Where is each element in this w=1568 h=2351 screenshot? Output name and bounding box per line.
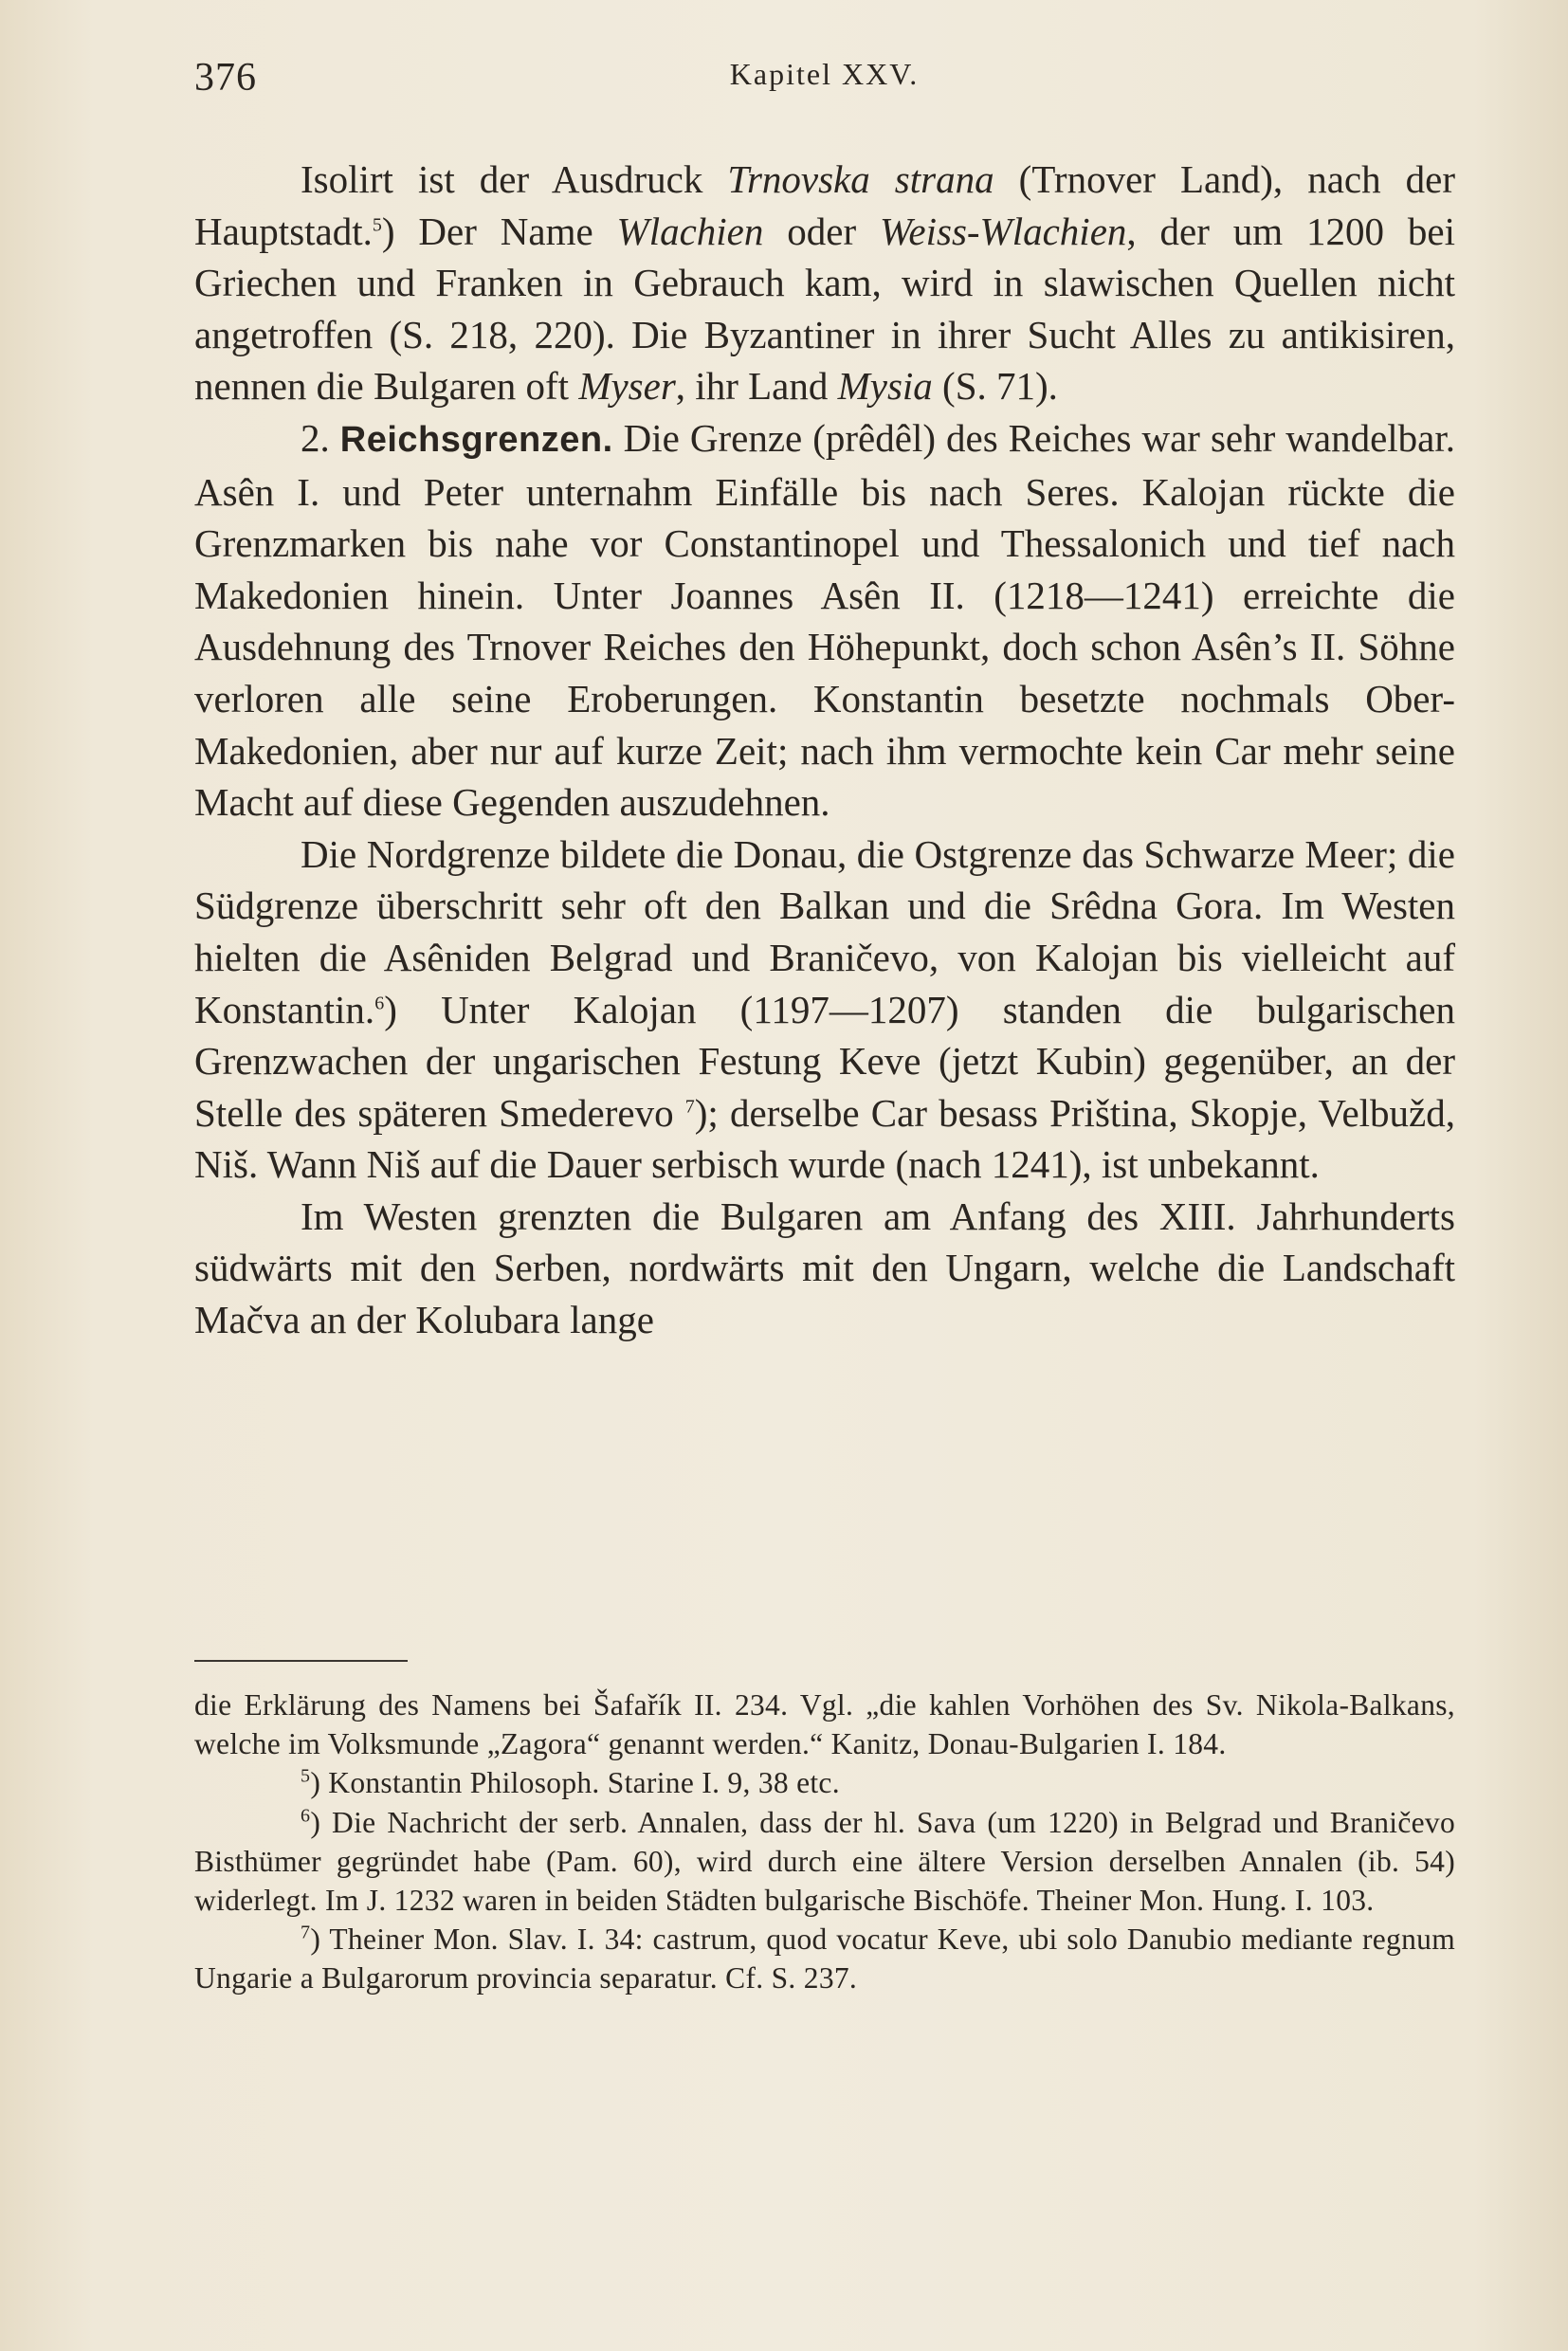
footnote-text: ) Theiner Mon. Slav. I. 34: castrum, quod vocatur Keve, ubi solo Danubio mediante regnum Ungarie a Bulgarorum provincia separatur. Cf. S. 237.: [194, 1923, 1455, 1996]
footnote-text: ) Konstantin Philosoph. Starine I. 9, 38 etc.: [310, 1766, 840, 1800]
running-head: Kapitel XXV.: [729, 57, 920, 91]
text-run: (Trnover Land), nach der Hauptstadt.: [194, 157, 1456, 253]
footnote-divider: [194, 1660, 408, 1662]
page-number: 376: [194, 56, 257, 100]
italic-term: Myser: [578, 364, 676, 409]
italic-term: Trnovska strana: [727, 157, 994, 201]
section-number: 2.: [301, 415, 340, 460]
footnote-5: [194, 1763, 1455, 1802]
paragraph-4: Im Westen grenzten die Bulgaren am Anfang des XIII. Jahrhunderts südwärts mit den Serben, nordwärts mit den Ungarn, welche die Landschaft Mačva an der Kolubara lange: [194, 1194, 1455, 1342]
page-header: [194, 47, 1454, 104]
footnote-mark: 5: [301, 1765, 311, 1787]
italic-term: Weiss-Wlachien: [880, 209, 1127, 253]
footnote-ref: 5: [372, 213, 382, 235]
text-run: oder: [763, 209, 881, 253]
text-run: Die Nordgrenze bildete die Donau, die Ostgrenze das Schwarze Meer; die Südgrenze überschritt sehr oft den Balkan und die Srêdna Gora. Im Westen hielten die Asêniden Belgrad und Braničevo, von Kalojan bis vielleicht auf Konstantin.: [194, 831, 1455, 1031]
main-text: [194, 154, 1455, 1346]
text-run: ) Der Name: [381, 209, 617, 253]
footnote-6: [194, 1803, 1455, 1921]
text-run: ); derselbe Car besass Priština, Skopje, Velbužd, Niš. Wann Niš auf die Dauer serbisch wurde (nach 1241), ist unbekannt.: [194, 1090, 1455, 1187]
footnote-ref: 7: [684, 1096, 695, 1118]
footnote-continued: die Erklärung des Namens bei Šafařík II. 234. Vgl. „die kahlen Vorhöhen des Sv. Nikola-Balkans, welche im Volksmunde „Zagora“ genannt werden.“ Kanitz, Donau-Bulgarien I. 184.: [194, 1688, 1455, 1761]
footnote-mark: 7: [301, 1922, 311, 1943]
italic-term: Wlachien: [616, 209, 764, 253]
footnote-mark: 6: [301, 1805, 311, 1827]
footnotes: [194, 1686, 1455, 1998]
text-run: (S. 71).: [932, 364, 1058, 409]
paragraph-3: [194, 829, 1455, 1191]
section-heading: Reichsgrenzen.: [339, 419, 613, 460]
paragraph-1: [194, 154, 1455, 412]
paragraph-2: [194, 412, 1455, 829]
footnote-ref: 6: [374, 992, 385, 1013]
text-run: Die Grenze (prêdêl) des Reiches war sehr wandelbar. Asên I. und Peter unternahm Einfälle bis nach Seres. Kalojan rückte die Grenzmarken bis nahe vor Constantinopel und Thessalonich und tief nach Makedonien hinein. Unter Joannes Asên II. (1218—1241) erreichte die Ausdehnung des Trnover Reiches den Höhepunkt, doch schon Asên’s II. Söhne verloren alle seine Eroberungen. Konstantin besetzte nochmals Ober-Makedonien, aber nur auf kurze Zeit; nach ihm vermochte kein Car mehr seine Macht auf diese Gegenden auszudehnen.: [194, 415, 1455, 825]
italic-term: Mysia: [837, 364, 933, 409]
text-run: , ihr Land: [675, 364, 838, 409]
text-run: , der um 1200 bei Griechen und Franken in Gebrauch kam, wird in slawischen Quellen nicht angetroffen (S. 218, 220). Die Byzantiner in ihrer Sucht Alles zu antikisiren, nennen die Bulgaren oft: [194, 209, 1455, 409]
text-run: Isolirt ist der Ausdruck: [301, 157, 728, 201]
footnote-text: ) Die Nachricht der serb. Annalen, dass der hl. Sava (um 1220) in Belgrad und Braničevo Bisthümer gegründet habe (Pam. 60), wird durch eine ältere Version derselben Annalen (ib. 54) widerlegt. Im J. 1232 waren in beiden Städten bulgarische Bischöfe. Theiner Mon. Hung. I. 103.: [194, 1805, 1455, 1918]
text-run: ) Unter Kalojan (1197—1207) standen die bulgarischen Grenzwachen der ungarischen Festung Keve (jetzt Kubin) gegenüber, an der Stelle des späteren Smederevo: [194, 987, 1455, 1135]
footnote-7: [194, 1920, 1455, 1997]
